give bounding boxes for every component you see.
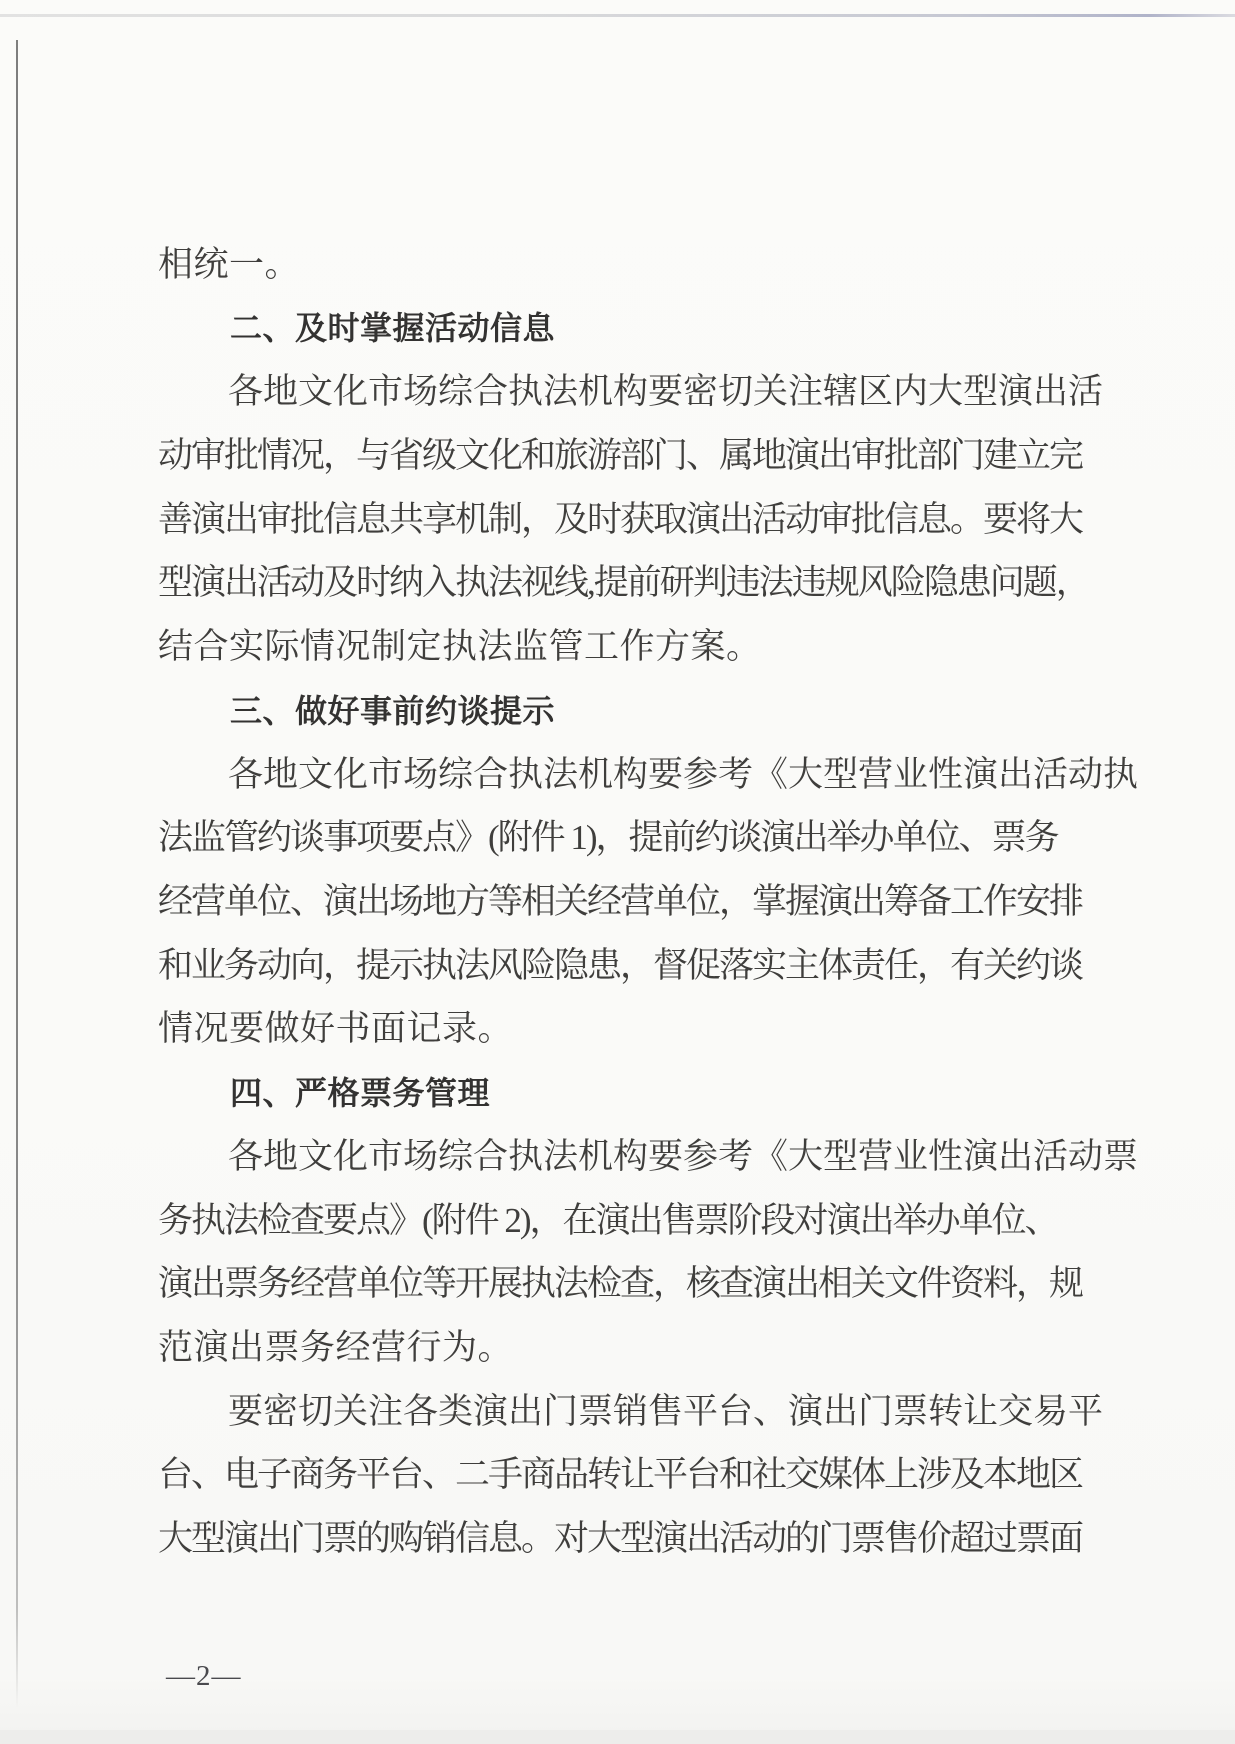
text-line: 相统一。	[158, 245, 301, 284]
page-number: —2—	[166, 1660, 242, 1692]
text-line: 动审批情况，与省级文化和旅游部门、属地演出审批部门建立完	[158, 436, 1083, 475]
text-line: 各地文化市场综合执法机构要密切关注辖区内大型演出活	[228, 372, 1104, 411]
text-line: 各地文化市场综合执法机构要参考《大型营业性演出活动执	[228, 755, 1139, 794]
section-heading: 四、严格票务管理	[230, 1075, 491, 1111]
text-line: 演出票务经营单位等开展执法检查，核查演出相关文件资料，规	[158, 1264, 1083, 1303]
text-line: 情况要做好书面记录。	[158, 1009, 514, 1048]
text-line: 范演出票务经营行为。	[158, 1328, 514, 1367]
scan-edge-top	[0, 14, 1235, 17]
scan-edge-bottom	[0, 1730, 1235, 1744]
text-line: 务执法检查要点》(附件 2)，在演出售票阶段对演出举办单位、	[158, 1201, 1058, 1240]
text-line: 大型演出门票的购销信息。对大型演出活动的门票售价超过票面	[158, 1519, 1083, 1558]
text-line: 要密切关注各类演出门票销售平台、演出门票转让交易平	[228, 1392, 1104, 1431]
text-line: 法监管约谈事项要点》(附件 1)，提前约谈演出举办单位、票务	[158, 818, 1058, 857]
section-heading: 三、做好事前约谈提示	[230, 693, 556, 729]
text-line: 型演出活动及时纳入执法视线,提前研判违法违规风险隐患问题，	[158, 563, 1089, 602]
text-line: 经营单位、演出场地方等相关经营单位，掌握演出筹备工作安排	[158, 882, 1083, 921]
text-line: 各地文化市场综合执法机构要参考《大型营业性演出活动票	[228, 1137, 1139, 1176]
text-line: 台、电子商务平台、二手商品转让平台和社交媒体上涉及本地区	[158, 1455, 1083, 1494]
text-line: 善演出审批信息共享机制，及时获取演出活动审批信息。要将大	[158, 500, 1083, 539]
scan-edge-left	[16, 40, 18, 1708]
text-line: 结合实际情况制定执法监管工作方案。	[158, 627, 762, 666]
text-line: 和业务动向，提示执法风险隐患，督促落实主体责任，有关约谈	[158, 946, 1083, 985]
section-heading: 二、及时掌握活动信息	[230, 310, 556, 346]
